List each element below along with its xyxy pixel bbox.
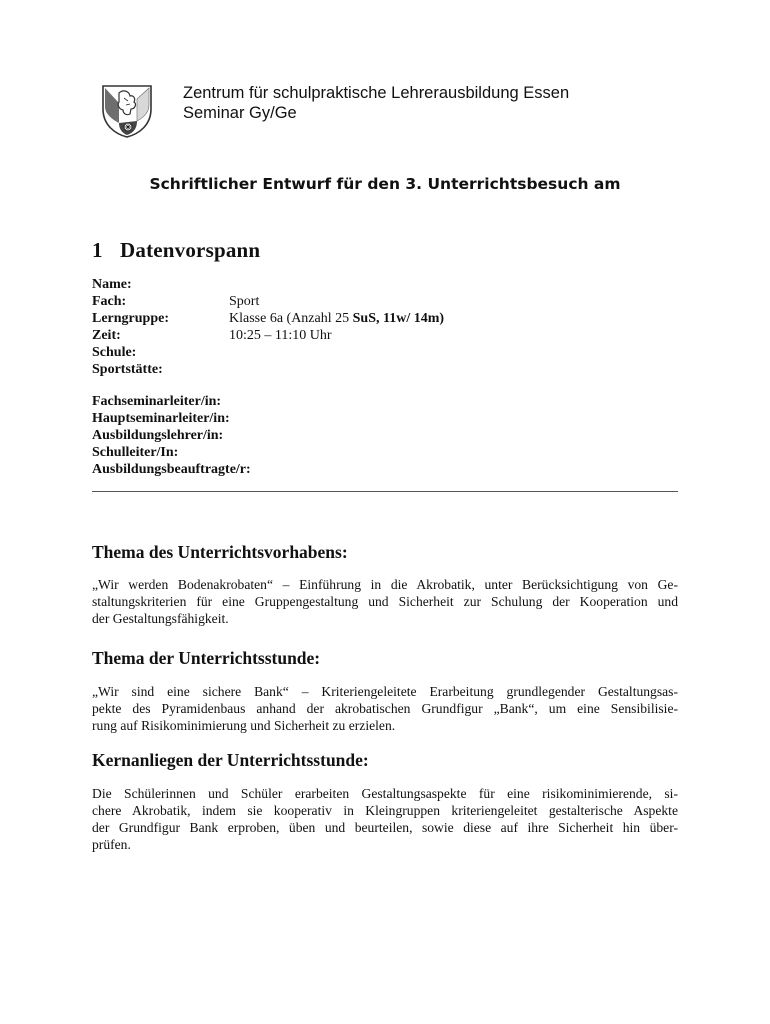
institution-name: Zentrum für schulpraktische Lehrerausbildung Essen: [183, 84, 570, 102]
paragraph-line: „Wir werden Bodenakrobaten“ – Einführung in die Akrobatik, unter Berücksichtigung von Ge-: [92, 577, 678, 592]
heading-kernanliegen: Kernanliegen der Unterrichtsstunde:: [92, 750, 369, 770]
section-title: Datenvorspann: [120, 238, 261, 262]
field-label: Lerngruppe:: [92, 311, 169, 326]
paragraph-line: pekte des Pyramidenbaus anhand der akrobatischen Grundfigur „Bank“, um eine Sensibilisie-: [92, 701, 678, 716]
section-heading-datenvorspann: [92, 238, 260, 263]
document-title: Schriftlicher Entwurf für den 3. Unterrichtsbesuch am: [149, 175, 621, 193]
paragraph-line: der Gestaltungsfähigkeit.: [92, 611, 229, 626]
field-label: Sportstätte:: [92, 362, 163, 377]
staff-label: Ausbildungslehrer/in:: [92, 428, 224, 443]
paragraph-line: „Wir sind eine sichere Bank“ – Kriteriengeleitete Erarbeitung grundlegender Gestaltungsas-: [92, 684, 678, 699]
nrw-coat-of-arms-icon: [97, 83, 157, 139]
field-label: Fach:: [92, 294, 127, 309]
staff-label: Schulleiter/In:: [92, 445, 179, 460]
field-label: Schule:: [92, 345, 137, 360]
paragraph-line: Die Schülerinnen und Schüler erarbeiten Gestaltungsaspekte für eine risikominimierende, si-: [92, 786, 678, 801]
staff-label: Hauptseminarleiter/in:: [92, 411, 230, 426]
paragraph-line: chere Akrobatik, indem sie kooperativ in Kleingruppen kriteriengeleitet gestalterische Aspekte: [92, 803, 678, 818]
seminar-name: Seminar Gy/Ge: [183, 104, 297, 122]
institution-header: [183, 83, 569, 123]
field-label: Name:: [92, 277, 132, 292]
paragraph-line: staltungskriterien für eine Gruppengestaltung und Sicherheit zur Schulung der Kooperation und: [92, 594, 678, 609]
field-value: [229, 310, 444, 327]
section-number: 1: [92, 238, 103, 262]
field-value-bold: SuS, 11w/ 14m): [352, 311, 445, 326]
paragraph-line: rung auf Risikominimierung und Sicherheit zu erzielen.: [92, 718, 396, 733]
paragraph-kernanliegen: [92, 785, 678, 853]
staff-label: Ausbildungsbeauftragte/r:: [92, 462, 251, 477]
paragraph-line: prüfen.: [92, 837, 131, 852]
heading-thema-unterrichtsstunde: Thema der Unterrichtsstunde:: [92, 648, 321, 668]
staff-label: Fachseminarleiter/in:: [92, 394, 222, 409]
heading-thema-unterrichtsvorhaben: Thema des Unterrichtsvorhabens:: [92, 542, 348, 562]
field-value: 10:25 – 11:10 Uhr: [229, 328, 332, 343]
staff-list: [92, 393, 251, 478]
field-label: Zeit:: [92, 328, 121, 343]
field-value: Sport: [229, 294, 260, 309]
divider-line: [92, 491, 678, 492]
paragraph-thema-unterrichtsstunde: [92, 683, 678, 734]
paragraph-line: der Grundfigur Bank erproben, üben und beurteilen, sowie diese auf ihre Sicherheit hin über-: [92, 820, 678, 835]
field-value-plain: Klasse 6a (Anzahl 25: [229, 311, 353, 326]
paragraph-thema-unterrichtsvorhaben: [92, 576, 678, 627]
